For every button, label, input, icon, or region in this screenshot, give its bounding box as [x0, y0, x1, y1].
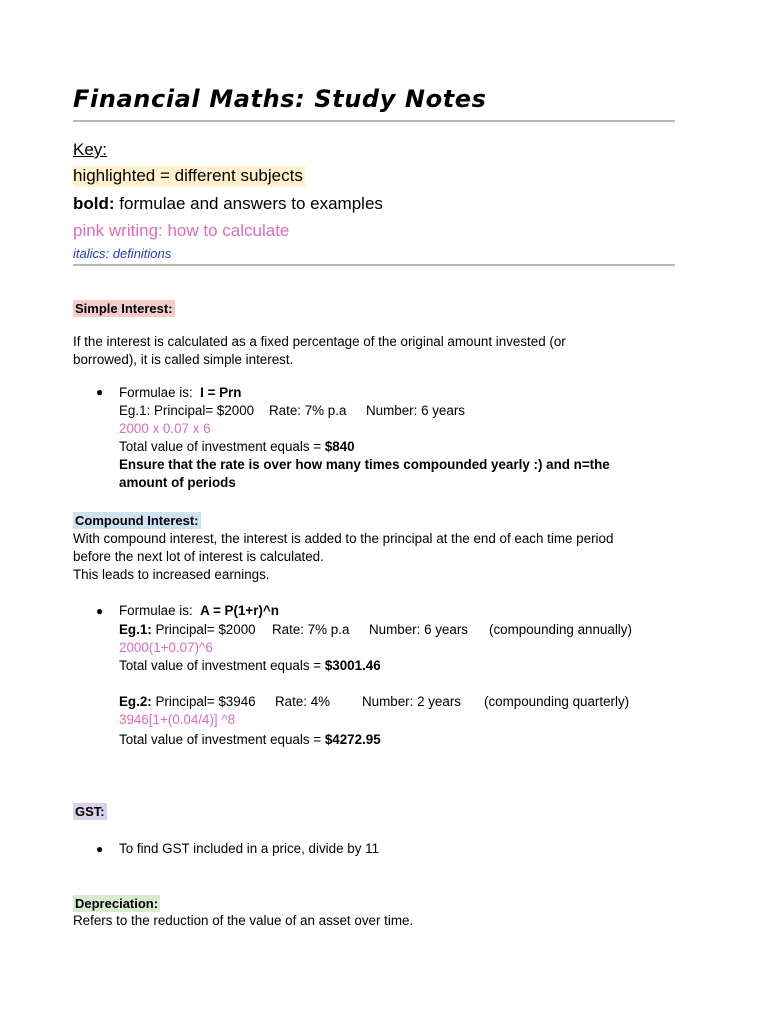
- compound-eg1-compounding: (compounding annually): [489, 622, 632, 637]
- compound-eg1-principal: [119, 621, 256, 639]
- compound-eg1-total: [119, 657, 381, 675]
- simple-intro-line-2: borrowed), it is called simple interest.: [73, 352, 294, 367]
- compound-eg2-total-value: $4272.95: [324, 732, 381, 747]
- simple-formula-value: I = Prn: [200, 385, 242, 400]
- compound-eg1-principal-text: Principal= $2000: [151, 622, 256, 637]
- key-bold-desc: formulae and answers to examples: [114, 194, 383, 213]
- compound-eg2-calc: 3946[1+(0.04/4)] ^8: [119, 712, 236, 727]
- key-bold: [73, 194, 383, 214]
- key-label: Key:: [73, 140, 108, 159]
- simple-note-line-1: Ensure that the rate is over how many times compounded yearly :) and n=the: [119, 457, 610, 472]
- simple-bullet: ●: [96, 385, 104, 399]
- simple-note-line-2: amount of periods: [119, 475, 236, 490]
- gst-bullet: ●: [96, 842, 104, 856]
- compound-formula-label: Formulae is:: [119, 603, 193, 618]
- compound-eg2-number: Number: 2 years: [362, 694, 461, 709]
- compound-formula: [119, 602, 279, 620]
- simple-calc: 2000 x 0.07 x 6: [119, 421, 211, 436]
- page-title: Financial Maths: Study Notes: [73, 85, 487, 113]
- gst-item: To find GST included in a price, divide by 11: [119, 841, 380, 856]
- key-bold-term: bold:: [73, 194, 115, 213]
- heading-simple-interest: Simple Interest:: [75, 301, 173, 316]
- compound-formula-value: A = P(1+r)^n: [200, 603, 279, 618]
- compound-eg1-calc: 2000(1+0.07)^6: [119, 640, 213, 655]
- key-divider: [73, 264, 675, 266]
- key-highlighted: highlighted = different subjects: [73, 166, 303, 185]
- simple-intro-line-1: If the interest is calculated as a fixed percentage of the original amount invested (or: [73, 334, 566, 349]
- key-pink: pink writing: how to calculate: [73, 221, 290, 240]
- title-divider: [73, 120, 675, 122]
- compound-eg1-total-value: $3001.46: [324, 658, 381, 673]
- heading-compound-interest: Compound Interest:: [75, 513, 199, 528]
- compound-eg2-total-label: Total value of investment equals =: [119, 732, 322, 747]
- simple-formula-label: Formulae is:: [119, 385, 193, 400]
- simple-formula: [119, 384, 241, 402]
- simple-total-value: $840: [324, 439, 355, 454]
- simple-total: [119, 438, 355, 456]
- compound-eg2-principal: [119, 693, 256, 711]
- compound-eg2-compounding: (compounding quarterly): [484, 694, 630, 709]
- compound-eg1-total-label: Total value of investment equals =: [119, 658, 322, 673]
- simple-eg-number: Number: 6 years: [366, 403, 465, 418]
- heading-depreciation: Depreciation:: [75, 896, 159, 911]
- depreciation-text: Refers to the reduction of the value of an asset over time.: [73, 913, 414, 928]
- simple-eg-rate: Rate: 7% p.a: [269, 403, 347, 418]
- key-italics: italics: definitions: [73, 246, 172, 261]
- compound-eg2-principal-text: Principal= $3946: [151, 694, 256, 709]
- compound-intro-line-1: With compound interest, the interest is added to the principal at the end of each time period: [73, 531, 614, 546]
- compound-eg1-rate: Rate: 7% p.a: [272, 622, 350, 637]
- compound-intro-line-3: This leads to increased earnings.: [73, 567, 270, 582]
- simple-eg-principal: Eg.1: Principal= $2000: [119, 403, 255, 418]
- compound-eg1-number: Number: 6 years: [369, 622, 468, 637]
- compound-eg2-label: Eg.2:: [119, 694, 152, 709]
- compound-eg2-total: [119, 731, 381, 749]
- compound-bullet: ●: [96, 604, 104, 618]
- compound-intro-line-2: before the next lot of interest is calculated.: [73, 549, 324, 564]
- heading-gst: GST:: [75, 804, 105, 819]
- compound-eg2-rate: Rate: 4%: [275, 694, 331, 709]
- compound-eg1-label: Eg.1:: [119, 622, 152, 637]
- simple-total-label: Total value of investment equals =: [119, 439, 322, 454]
